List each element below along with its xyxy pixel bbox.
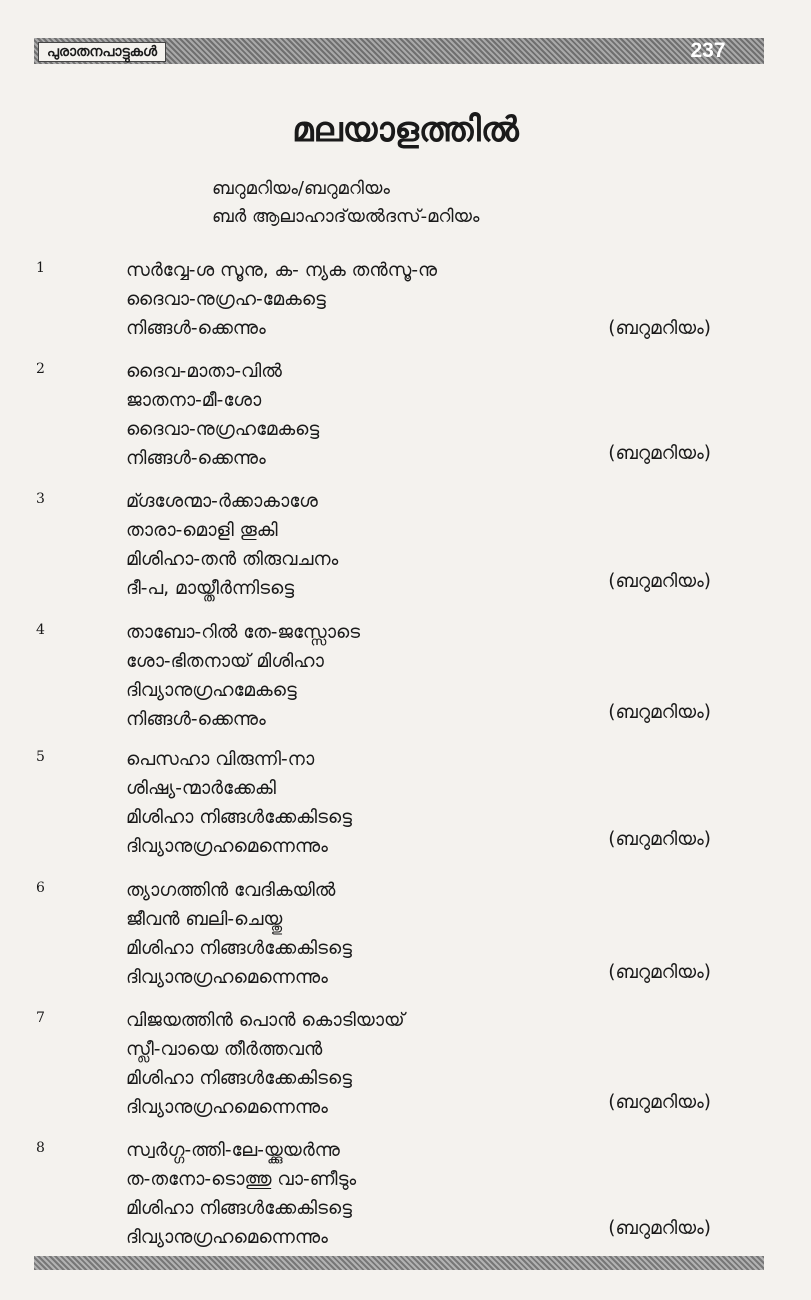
footer-bar bbox=[34, 1256, 764, 1270]
verse-line: ത-തനോ-ടൊത്തു വാ-ണീടും bbox=[126, 1169, 357, 1190]
verse-line: നിങ്ങൾ-ക്കെന്നും bbox=[126, 709, 266, 730]
verse-line: പെസഹാ വിരുന്നി-നാ bbox=[126, 749, 315, 770]
verse-number: 6 bbox=[36, 880, 45, 896]
subtitle-line: ബർ ആലാഹാദ്‌യൽദസ്-മറിയം bbox=[212, 206, 480, 227]
refrain: (ബറുമറിയം) bbox=[608, 571, 711, 592]
verse-line: നിങ്ങൾ-ക്കെന്നും bbox=[126, 448, 266, 469]
verse-line: ജാതനാ-മീ-ശോ bbox=[126, 390, 262, 411]
verse-line: മിശിഹാ നിങ്ങൾക്കേകിടട്ടെ bbox=[126, 1068, 352, 1089]
refrain: (ബറുമറിയം) bbox=[608, 1092, 711, 1113]
refrain: (ബറുമറിയം) bbox=[608, 962, 711, 983]
refrain: (ബറുമറിയം) bbox=[608, 829, 711, 850]
verse-line: ദൈവാ-നുഗ്രഹ-മേകട്ടെ bbox=[126, 289, 326, 310]
verse-number: 7 bbox=[36, 1010, 45, 1026]
refrain: (ബറുമറിയം) bbox=[608, 1218, 711, 1239]
page-title: മലയാളത്തിൽ bbox=[292, 110, 519, 150]
verse-line: ദിവ്യാനുഗ്രഹമെന്നെന്നും bbox=[126, 1097, 328, 1118]
verse-line: ദൈവാ-നുഗ്രഹമേകട്ടെ bbox=[126, 419, 320, 440]
refrain: (ബറുമറിയം) bbox=[608, 318, 711, 339]
verse-line: മിശിഹാ നിങ്ങൾക്കേകിടട്ടെ bbox=[126, 938, 352, 959]
page-number: 237 bbox=[690, 39, 726, 62]
verse-line: ദിവ്യാനുഗ്രഹമെന്നെന്നും bbox=[126, 1227, 328, 1248]
verse-line: ജീവൻ ബലി-ചെയ്തു bbox=[126, 909, 283, 930]
verse-line: വിജയത്തിൻ പൊൻ കൊടിയായ് bbox=[126, 1010, 405, 1031]
verse-line: ദൈവ-മാതാ-വിൽ bbox=[126, 361, 282, 382]
verse-line: ത്യാഗത്തിൻ വേദികയിൽ bbox=[126, 880, 336, 901]
verse-line: ദീ-പ, മായ്തീർന്നിടട്ടെ bbox=[126, 578, 295, 599]
verse-number: 1 bbox=[36, 260, 45, 276]
verse-line: സർവ്വേ-ശ സൂനു, ക- ന്യക തൻസൂ-നു bbox=[126, 260, 438, 281]
book-title: പുരാതനപാട്ടുകൾ bbox=[38, 42, 166, 62]
verse-number: 2 bbox=[36, 361, 45, 377]
verse-line: ശിഷ്യ-ന്മാർക്കേകി bbox=[126, 778, 276, 799]
verse-line: ശോ-ഭിതനായ് മിശിഹാ bbox=[126, 651, 324, 672]
verse-line: നിങ്ങൾ-ക്കെന്നും bbox=[126, 318, 266, 339]
verse-line: ദിവ്യാനുഗ്രഹമേകട്ടെ bbox=[126, 680, 297, 701]
verse-line: സ്വർഗ്ഗ-ത്തി-ലേ-യ്ക്കുയർന്നു bbox=[126, 1140, 340, 1161]
verse-line: സ്ലീ-വായെ തീർത്തവൻ bbox=[126, 1039, 323, 1060]
verse-line: ദിവ്യാനുഗ്രഹമെന്നെന്നും bbox=[126, 836, 328, 857]
verse-number: 3 bbox=[36, 491, 45, 507]
subtitle-line: ബറുമറിയം/ബറുമറിയം bbox=[212, 178, 390, 199]
refrain: (ബറുമറിയം) bbox=[608, 702, 711, 723]
verse-number: 5 bbox=[36, 749, 45, 765]
verse-line: താബോ-റിൽ തേ-ജസ്സോടെ bbox=[126, 622, 361, 643]
verse-line: മ്ഗ്ദശേന്മാ-ർക്കാകാശേ bbox=[126, 491, 318, 512]
refrain: (ബറുമറിയം) bbox=[608, 443, 711, 464]
verse-line: മിശിഹാ നിങ്ങൾക്കേകിടട്ടെ bbox=[126, 1198, 352, 1219]
verse-line: താരാ-മൊളി തൂകി bbox=[126, 520, 278, 541]
verse-line: മിശിഹാ-തൻ തിരുവചനം bbox=[126, 549, 339, 570]
verse-line: മിശിഹാ നിങ്ങൾക്കേകിടട്ടെ bbox=[126, 807, 352, 828]
verse-number: 4 bbox=[36, 622, 45, 638]
verse-number: 8 bbox=[36, 1140, 45, 1156]
verse-line: ദിവ്യാനുഗ്രഹമെന്നെന്നും bbox=[126, 967, 328, 988]
